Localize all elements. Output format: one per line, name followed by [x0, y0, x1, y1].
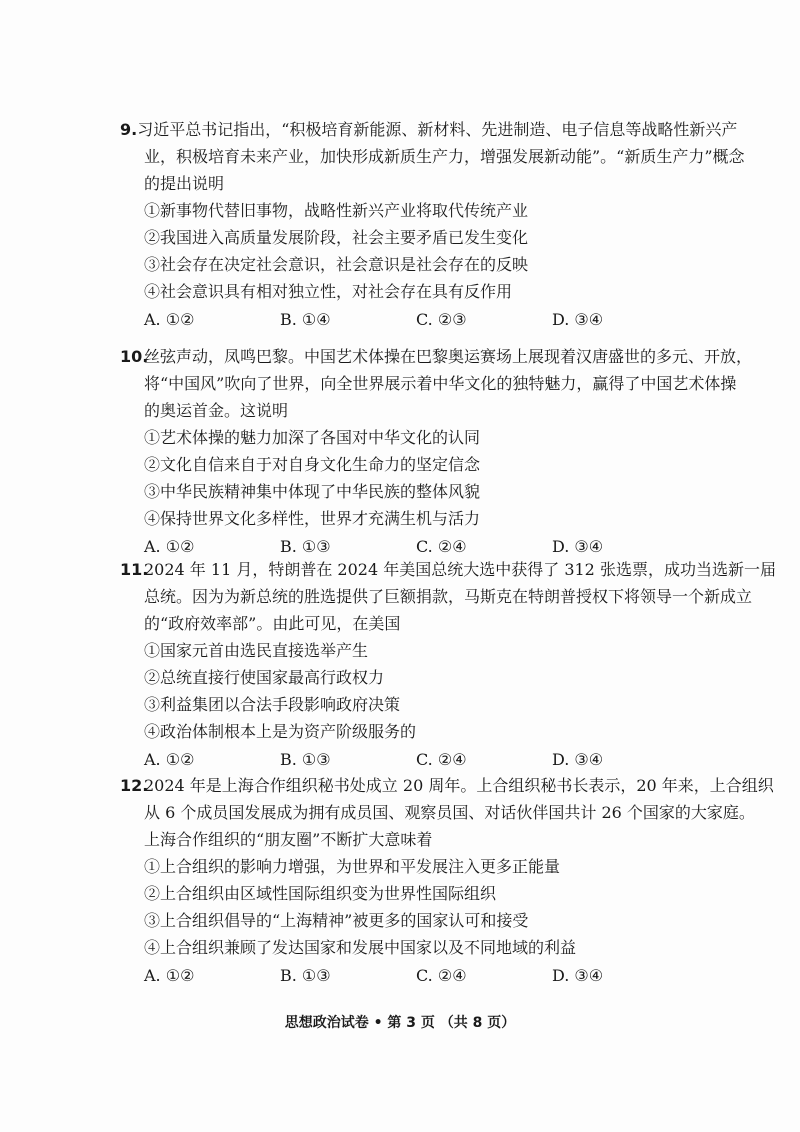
- question-number: 10.: [120, 347, 149, 366]
- question-stem-line: 总统。因为为新总统的胜选提供了巨额捐款，马斯克在特朗普授权下将领导一个新成立: [144, 587, 753, 606]
- option-a: A. ①②: [144, 310, 195, 329]
- option-c: C. ②④: [416, 537, 467, 556]
- option-c: C. ②④: [416, 750, 467, 769]
- option-d: D. ③④: [552, 537, 604, 556]
- question-11: [120, 556, 776, 775]
- page-footer: 思想政治试卷 • 第 3 页 （共 8 页）: [284, 1015, 516, 1031]
- statement-3: ③利益集团以合法手段影响政府决策: [144, 695, 401, 714]
- question-stem-line: [120, 343, 753, 370]
- question-stem-line: 上海合作组织的“朋友圈”不断扩大意味着: [144, 830, 433, 849]
- question-9: [120, 116, 745, 335]
- question-stem-line: 的奥运首金。这说明: [144, 401, 289, 420]
- option-b: B. ①③: [280, 750, 331, 769]
- question-number: 9.: [120, 120, 138, 139]
- answer-options: [120, 961, 720, 991]
- statement-3: ③上合组织倡导的“上海精神”被更多的国家认可和接受: [144, 911, 529, 930]
- question-stem-line: [120, 116, 738, 143]
- option-b: B. ①③: [280, 966, 331, 985]
- statement-4: ④上合组织兼顾了发达国家和发展中国家以及不同地域的利益: [144, 938, 577, 957]
- option-d: D. ③④: [552, 966, 604, 985]
- option-b: B. ①③: [280, 537, 331, 556]
- statement-4: ④社会意识具有相对独立性，对社会存在具有反作用: [144, 282, 513, 301]
- answer-options: [120, 305, 720, 335]
- question-12: [120, 772, 774, 991]
- option-a: A. ①②: [144, 966, 195, 985]
- statement-1: ①艺术体操的魅力加深了各国对中华文化的认同: [144, 428, 481, 447]
- option-a: A. ①②: [144, 750, 195, 769]
- statement-2: ②总统直接行使国家最高行政权力: [144, 668, 385, 687]
- statement-2: ②我国进入高质量发展阶段，社会主要矛盾已发生变化: [144, 228, 529, 247]
- statement-1: ①上合组织的影响力增强，为世界和平发展注入更多正能量: [144, 857, 561, 876]
- question-10: [120, 343, 753, 562]
- option-d: D. ③④: [552, 310, 604, 329]
- question-stem-line: [120, 556, 776, 583]
- question-stem-text: 2024 年 11 月，特朗普在 2024 年美国总统大选中获得了 312 张选票，成功当选新一届: [144, 560, 776, 579]
- question-stem-text: 2024 年是上海合作组织秘书处成立 20 周年。上合组织秘书长表示，20 年来，上合组织: [144, 776, 774, 795]
- question-number: 12.: [120, 776, 149, 795]
- question-stem-line: 业，积极培育未来产业，加快形成新质生产力，增强发展新动能”。“新质生产力”概念: [144, 147, 745, 166]
- question-number: 11.: [120, 560, 149, 579]
- option-c: C. ②④: [416, 966, 467, 985]
- question-stem-line: 的“政府效率部”。由此可见，在美国: [144, 614, 401, 633]
- option-a: A. ①②: [144, 537, 195, 556]
- statement-3: ③社会存在决定社会意识，社会意识是社会存在的反映: [144, 255, 529, 274]
- statement-1: ①新事物代替旧事物，战略性新兴产业将取代传统产业: [144, 201, 529, 220]
- option-d: D. ③④: [552, 750, 604, 769]
- question-stem-line: 将“中国风”吹向了世界，向全世界展示着中华文化的独特魅力，赢得了中国艺术体操: [144, 374, 737, 393]
- option-b: B. ①④: [280, 310, 331, 329]
- statement-2: ②上合组织由区域性国际组织变为世界性国际组织: [144, 884, 497, 903]
- statement-4: ④政治体制根本上是为资产阶级服务的: [144, 722, 417, 741]
- statement-1: ①国家元首由选民直接选举产生: [144, 641, 369, 660]
- question-stem-line: [120, 772, 774, 799]
- statement-2: ②文化自信来自于对自身文化生命力的坚定信念: [144, 455, 481, 474]
- question-stem-line: 从 6 个成员国发展成为拥有成员国、观察员国、对话伙伴国共计 26 个国家的大家庭。: [144, 803, 755, 822]
- question-stem-text: 习近平总书记指出，“积极培育新能源、新材料、先进制造、电子信息等战略性新兴产: [137, 120, 738, 139]
- statement-4: ④保持世界文化多样性，世界才充满生机与活力: [144, 509, 481, 528]
- question-stem-text: 丝弦声动，凤鸣巴黎。中国艺术体操在巴黎奥运赛场上展现着汉唐盛世的多元、开放，: [144, 347, 753, 366]
- answer-options: [120, 745, 720, 775]
- option-c: C. ②③: [416, 310, 467, 329]
- question-stem-line: 的提出说明: [144, 174, 225, 193]
- statement-3: ③中华民族精神集中体现了中华民族的整体风貌: [144, 482, 481, 501]
